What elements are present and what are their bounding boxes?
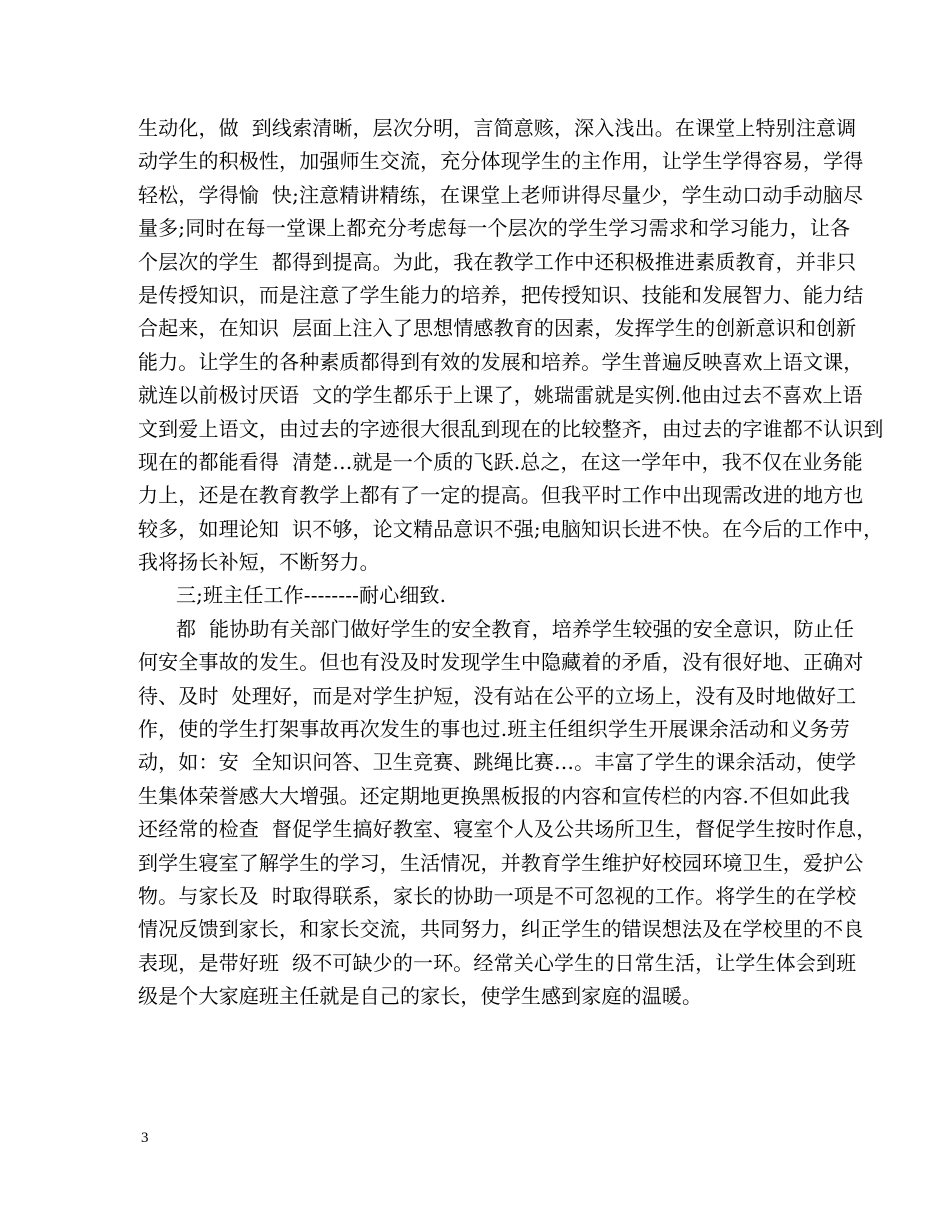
- paragraph-line: 动，如：安 全知识问答、卫生竞赛、跳绳比赛…。丰富了学生的课余活动，使学: [138, 750, 857, 775]
- paragraph-line: 生集体荣誉感大大增强。还定期地更换黑板报的内容和宣传栏的内容.不但如此我: [138, 783, 850, 808]
- paragraph-line: 个层次的学生 都得到提高。为此，我在教学工作中还积极推进素质教育，并非只: [138, 249, 857, 274]
- paragraph-line: 表现，是带好班 级不可缺少的一环。经常关心学生的日常生活，让学生体会到班: [138, 950, 857, 975]
- section-heading: 三;班主任工作--------耐心细致.: [176, 583, 447, 608]
- paragraph-line: 都 能协助有关部门做好学生的安全教育，培养学生较强的安全意识，防止任: [176, 616, 854, 641]
- paragraph-line: 待、及时 处理好，而是对学生护短，没有站在公平的立场上，没有及时地做好工: [138, 683, 857, 708]
- paragraph-line: 就连以前极讨厌语 文的学生都乐于上课了，姚瑞雷就是实例.他由过去不喜欢上语: [138, 383, 863, 408]
- paragraph-line: 量多;同时在每一堂课上都充分考虑每一个层次的学生学习需求和学习能力，让各: [138, 216, 851, 241]
- paragraph-line: 较多，如理论知 识不够，论文精品意识不强;电脑知识长进不快。在今后的工作中，: [138, 516, 884, 541]
- paragraph-line: 我将扬长补短，不断努力。: [138, 550, 380, 575]
- paragraph-line: 动学生的积极性，加强师生交流，充分体现学生的主作用，让学生学得容易，学得: [138, 149, 864, 174]
- paragraph-line: 物。与家长及 时取得联系，家长的协助一项是不可忽视的工作。将学生的在学校: [138, 883, 857, 908]
- paragraph-line: 能力。让学生的各种素质都得到有效的发展和培养。学生普遍反映喜欢上语文课，: [138, 349, 864, 374]
- paragraph-line: 到学生寝室了解学生的学习，生活情况，并教育学生维护好校园环境卫生，爱护公: [138, 850, 864, 875]
- paragraph-line: 是传授知识，而是注意了学生能力的培养，把传授知识、技能和发展智力、能力结: [138, 282, 864, 307]
- body-text: [138, 112, 884, 1014]
- paragraph-line: 何安全事故的发生。但也有没及时发现学生中隐藏着的矛盾，没有很好地、正确对: [138, 650, 864, 675]
- paragraph-line: 级是个大家庭班主任就是自己的家长，使学生感到家庭的温暖。: [138, 984, 703, 1009]
- paragraph-line: 力上，还是在教育教学上都有了一定的提高。但我平时工作中出现需改进的地方也: [138, 483, 864, 508]
- paragraph-line: 还经常的检查 督促学生搞好教室、寝室个人及公共场所卫生，督促学生按时作息，: [138, 817, 877, 842]
- paragraph-line: 作，使的学生打架事故再次发生的事也过.班主任组织学生开展课余活动和义务劳: [138, 717, 850, 742]
- paragraph-line: 轻松，学得愉 快;注意精讲精练，在课堂上老师讲得尽量少，学生动口动手动脑尽: [138, 182, 864, 207]
- paragraph-line: 情况反馈到家长，和家长交流，共同努力，纠正学生的错误想法及在学校里的不良: [138, 917, 864, 942]
- paragraph-line: 文到爱上语文，由过去的字迹很大很乱到现在的比较整齐，由过去的字谁都不认识到: [138, 416, 884, 441]
- page-number: 3: [141, 1130, 149, 1146]
- paragraph-line: 合起来，在知识 层面上注入了思想情感教育的因素，发挥学生的创新意识和创新: [138, 316, 857, 341]
- paragraph-line: 现在的都能看得 清楚…就是一个质的飞跃.总之，在这一学年中，我不仅在业务能: [138, 449, 863, 474]
- paragraph-line: 生动化，做 到线索清晰，层次分明，言简意赅，深入浅出。在课堂上特别注意调: [138, 116, 857, 140]
